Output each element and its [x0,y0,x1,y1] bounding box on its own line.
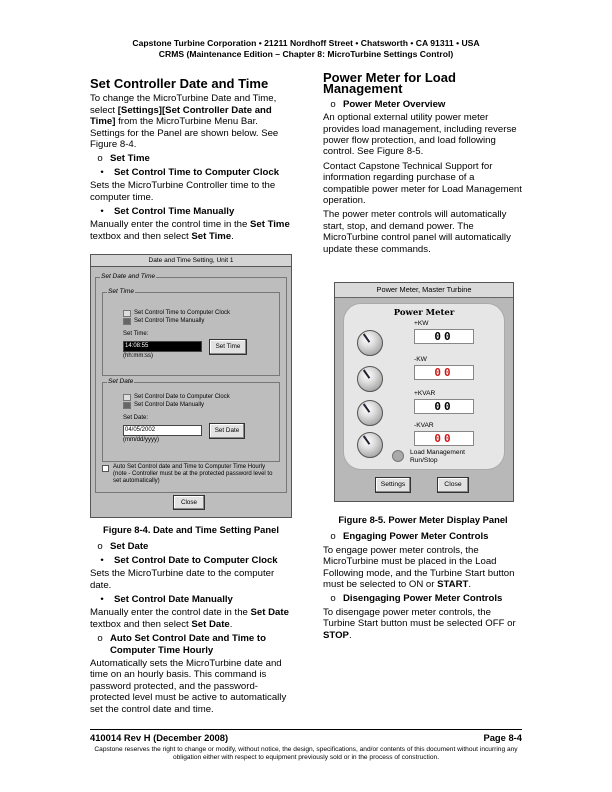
set-time-group-label: Set Time [108,288,134,295]
section-heading-date-time: Set Controller Date and Time [90,76,269,91]
date-manual-option[interactable]: Set Control Date Manually [123,401,230,409]
power-meter-panel [334,282,514,502]
left-column-lower [90,520,292,718]
right-column [323,72,523,258]
dialog-title: Date and Time Setting, Unit 1 [91,255,291,267]
right-column-lower [323,510,523,644]
set-time-label: Set Time: [123,331,149,337]
time-manual-option[interactable]: Set Control Time Manually [123,317,230,325]
set-date-and-time-group [95,273,287,493]
ctl-time-computer-desc: Sets the MicroTurbine Controller time to the computer time. [90,180,276,203]
ctl-date-manual-desc: Manually enter the control date in the Set Date textbox and then select Set Date. [90,607,289,630]
auto-set-option[interactable]: Auto Set Control date and Time to Computer Time Hourly (note - Controller must be at the protected password level to set automatically) [102,464,280,485]
power-meter-title: Power Meter, Master Turbine [335,283,513,298]
disengaging-desc: To disengage power meter controls, the Turbine Start button must be selected OFF or STOP. [323,606,516,641]
ctl-time-manual-desc: Manually enter the control time in the Set Time textbox and then select Set Time. [90,219,290,242]
header-line-2: CRMS (Maintenance Edition – Chapter 8: MicroTurbine Settings Control) [158,49,454,59]
knob-pointer [363,333,370,342]
set-date-group-label: Set Date [108,378,134,385]
auto-set-checkbox[interactable] [102,465,109,472]
time-computer-clock-option[interactable]: Set Control Time to Computer Clock [123,309,230,317]
kvar-plus-value: 00 [414,399,474,414]
load-management-led [392,450,404,462]
set-date-group [102,378,280,462]
knob-pointer [363,435,370,444]
overview-p2: Contact Capstone Technical Support for information regarding purchase of a compatible power meter for Load Management operation. [323,160,522,207]
figure-8-4-caption: Figure 8-4. Date and Time Setting Panel [103,524,279,535]
kvar-plus-label: +KVAR [414,390,436,397]
kvar-minus-knob[interactable] [357,432,383,458]
ctl-date-computer-desc: Sets the MicroTurbine date to the computer date. [90,568,275,591]
kvar-minus-value: 00 [414,431,474,446]
page-header [0,38,612,60]
power-meter-close-button[interactable]: Close [437,477,469,493]
footer-disclaimer: Capstone reserves the right to change or modify, without notice, the design, specifications, and/or contents of this document without incurring any obligation either with respect to equipment previously sold or in the process of construction. [94,746,518,761]
header-line-1: Capstone Turbine Corporation • 21211 Nordhoff Street • Chatsworth • CA 91311 • USA [132,38,480,48]
left-column [90,78,292,245]
knob-pointer [363,403,370,412]
set-date-button[interactable]: Set Date [209,423,245,439]
dialog-close-button[interactable]: Close [173,495,205,510]
kvar-plus-knob[interactable] [357,400,383,426]
set-date-label: Set Date: [123,415,149,421]
date-computer-clock-option[interactable]: Set Control Date to Computer Clock [123,393,230,401]
overview-heading: o Power Meter Overview [330,98,446,110]
ctl-date-manual-heading: • Set Control Date Manually [100,594,233,606]
ctl-date-computer-heading: • Set Control Date to Computer Clock [100,554,278,566]
kw-plus-label: +KW [414,320,429,327]
knob-pointer [363,369,370,378]
set-time-input[interactable]: 14:08:55 [123,341,202,352]
kw-minus-label: -KW [414,356,427,363]
engaging-heading: o Engaging Power Meter Controls [330,531,489,543]
set-time-button[interactable]: Set Time [209,339,247,355]
ctl-time-computer-heading: • Set Control Time to Computer Clock [100,166,280,178]
kw-plus-value: 00 [414,329,474,344]
overview-p3: The power meter controls will automatically start, stop, and demand power. The MicroTurbine control panel will automatically update these commands. [323,209,511,255]
set-date-heading: o Set Date [97,541,149,553]
disengaging-heading: o Disengaging Power Meter Controls [330,593,503,605]
section-heading-power-meter: Power Meter for Load Management [323,70,456,97]
set-time-heading: o Set Time [97,153,150,165]
ctl-time-manual-heading: • Set Control Time Manually [100,206,235,218]
kw-minus-knob[interactable] [357,366,383,392]
date-format-hint: (mm/dd/yyyy) [123,437,159,443]
kw-plus-knob[interactable] [357,330,383,356]
overview-p1: An optional external utility power meter provides load management, including reverse power flow protection, and load following control. See Figure 8-5. [323,112,517,158]
time-format-hint: (hh:mm:ss) [123,353,153,359]
page-number: Page 8-4 [483,732,522,743]
kvar-minus-label: -KVAR [414,422,434,429]
set-time-group [102,288,280,376]
settings-button[interactable]: Settings [375,477,411,493]
power-meter-face [343,303,505,470]
power-meter-heading: Power Meter [393,308,455,318]
date-time-setting-dialog [90,254,292,518]
group-label: Set Date and Time [101,273,156,280]
document-revision: 410014 Rev H (December 2008) [90,732,229,743]
figure-8-5-caption: Figure 8-5. Power Meter Display Panel [338,514,508,525]
auto-set-desc: Automatically sets the MicroTurbine date and time on an hourly basis. This command is password protected, and the password-protected level must be active to automatically set the control date and time. [90,658,287,715]
kw-minus-value: 00 [414,365,474,380]
auto-set-heading: o Auto Set Control Date and Time to Computer Time Hourly [97,633,266,656]
page-footer [90,729,522,762]
engaging-desc: To engage power meter controls, the MicroTurbine must be placed in the Load Following mode, and the Turbine Start button must be selected to ON or START. [323,544,515,591]
set-date-input[interactable]: 04/05/2002 [123,425,202,436]
load-management-label: Load Management Run/Stop [410,449,465,464]
intro-paragraph: To change the MicroTurbine Date and Time, select [Settings][Set Controller Date and Time] from the MicroTurbine Menu Bar. Settings for the Panel are shown below. See Figure 8-4. [90,93,279,151]
